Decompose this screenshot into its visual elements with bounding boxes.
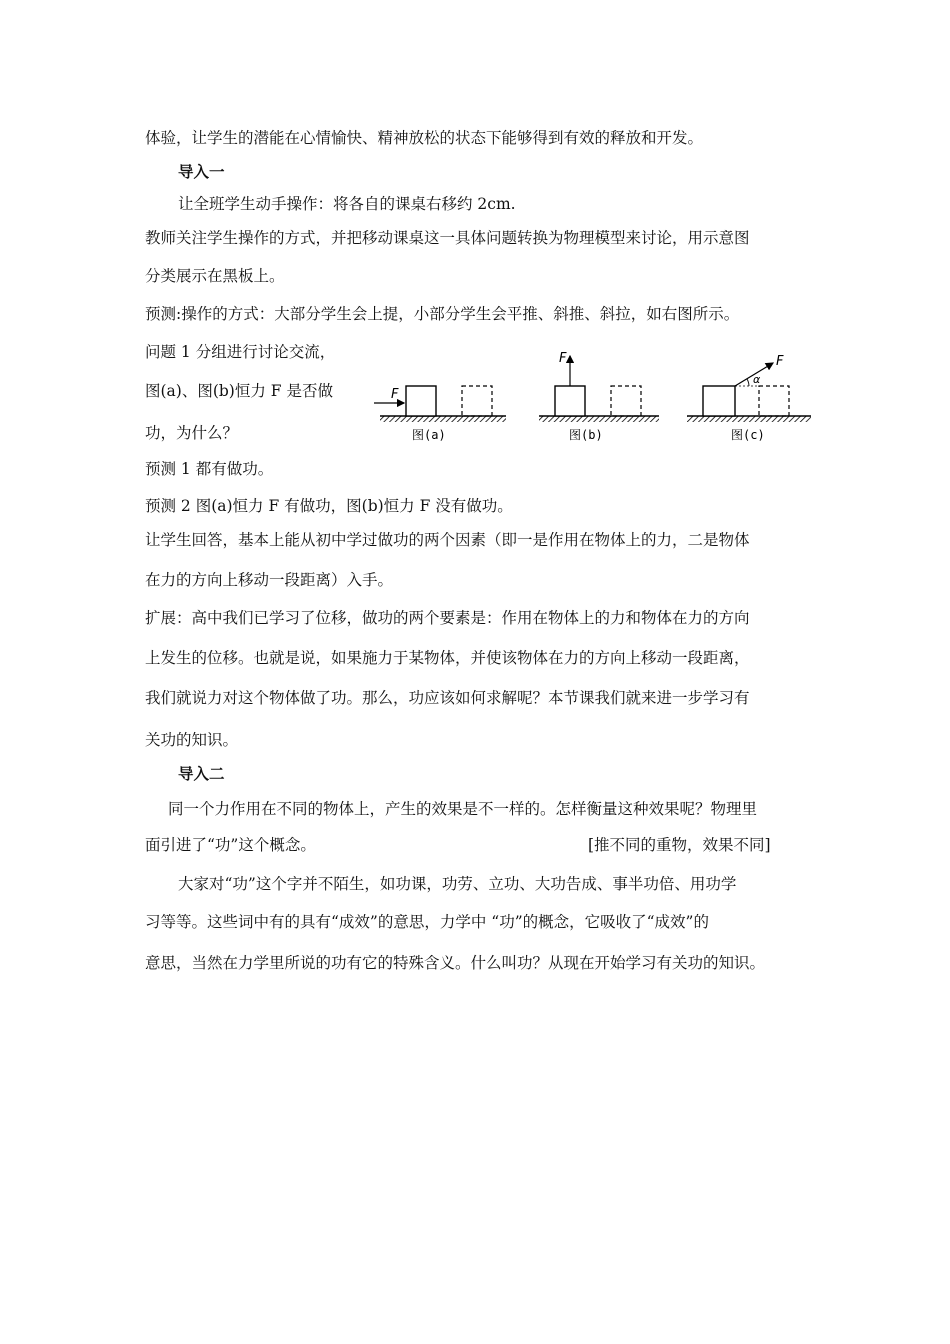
figure-c-diagram [683, 352, 815, 447]
figure-b-caption: 图(b) [569, 428, 603, 442]
paragraph-concept-note: [推不同的重物，效果不同] [588, 836, 771, 854]
question-line1: 问题 1 分组进行讨论交流， [145, 343, 336, 361]
block [406, 386, 436, 416]
paragraph-prediction: 预测:操作的方式：大部分学生会上提，小部分学生会平推、斜推、斜拉，如右图所示。 [145, 305, 740, 323]
question-line2: 图(a)、图(b)恒力 F 是否做 [145, 382, 333, 400]
paragraph-extension-line4: 关功的知识。 [145, 731, 239, 749]
paragraph-intro: 体验，让学生的潜能在心情愉快、精神放松的状态下能够得到有效的释放和开发。 [145, 129, 704, 147]
paragraph-concept-line1: 同一个力作用在不同的物体上，产生的效果是不一样的。怎样衡量这种效果呢？物理里 [168, 800, 758, 818]
prediction-one: 预测 1 都有做功。 [145, 460, 274, 478]
block-moved-dashed [759, 386, 789, 416]
paragraph-word-line1: 大家对“功”这个字并不陌生，如功课，功劳、立功、大功告成、事半功倍、用功学 [178, 875, 737, 893]
ground-hatch [380, 416, 506, 422]
paragraph-extension-line3: 我们就说力对这个物体做了功。那么，功应该如何求解呢？本节课我们就来进一步学习有 [145, 689, 750, 707]
paragraph-teacher-line2: 分类展示在黑板上。 [145, 267, 285, 285]
paragraph-word-line2: 习等等。这些词中有的具有“成效”的意思，力学中 “功”的概念，它吸收了“成效”的 [145, 913, 709, 931]
figure-a [368, 375, 510, 447]
question-line3: 功，为什么？ [145, 424, 239, 442]
block-moved-dashed [462, 386, 492, 416]
paragraph-answer-line2: 在力的方向上移动一段距离）入手。 [145, 571, 394, 589]
angle-arc [747, 379, 749, 386]
figure-b [535, 350, 663, 447]
prediction-two: 预测 2 图(a)恒力 F 有做功，图(b)恒力 F 没有做功。 [145, 497, 513, 515]
figure-a-diagram [368, 375, 510, 447]
figure-b-diagram [535, 350, 663, 447]
paragraph-extension-line2: 上发生的位移。也就是说，如果施力于某物体，并使该物体在力的方向上移动一段距离， [145, 649, 750, 667]
heading-intro-two: 导入二 [178, 764, 225, 783]
paragraph-word-line3: 意思，当然在力学里所说的功有它的特殊含义。什么叫功？从现在开始学习有关功的知识。 [145, 954, 766, 972]
figure-c-caption: 图(c) [731, 428, 765, 442]
paragraph-extension-line1: 扩展：高中我们已学习了位移，做功的两个要素是：作用在物体上的力和物体在力的方向 [145, 609, 750, 627]
heading-intro-one: 导入一 [178, 162, 225, 181]
block [555, 386, 585, 416]
ground-hatch [687, 416, 811, 422]
force-label: F [391, 387, 399, 402]
angle-label: α [753, 373, 761, 386]
paragraph-activity: 让全班学生动手操作：将各自的课桌右移约 2cm. [178, 195, 516, 213]
paragraph-concept-line2: 面引进了“功”这个概念。 [145, 836, 316, 854]
figure-c [683, 352, 815, 447]
ground-hatch [539, 416, 659, 422]
paragraph-answer-line1: 让学生回答，基本上能从初中学过做功的两个因素（即一是作用在物体上的力，二是物体 [145, 531, 750, 549]
paragraph-teacher-line1: 教师关注学生操作的方式，并把移动课桌这一具体问题转换为物理模型来讨论，用示意图 [145, 229, 750, 247]
block-moved-dashed [611, 386, 641, 416]
force-label: F [559, 351, 567, 366]
figure-a-caption: 图(a) [412, 428, 446, 442]
block [703, 386, 735, 416]
force-label: F [776, 354, 784, 369]
